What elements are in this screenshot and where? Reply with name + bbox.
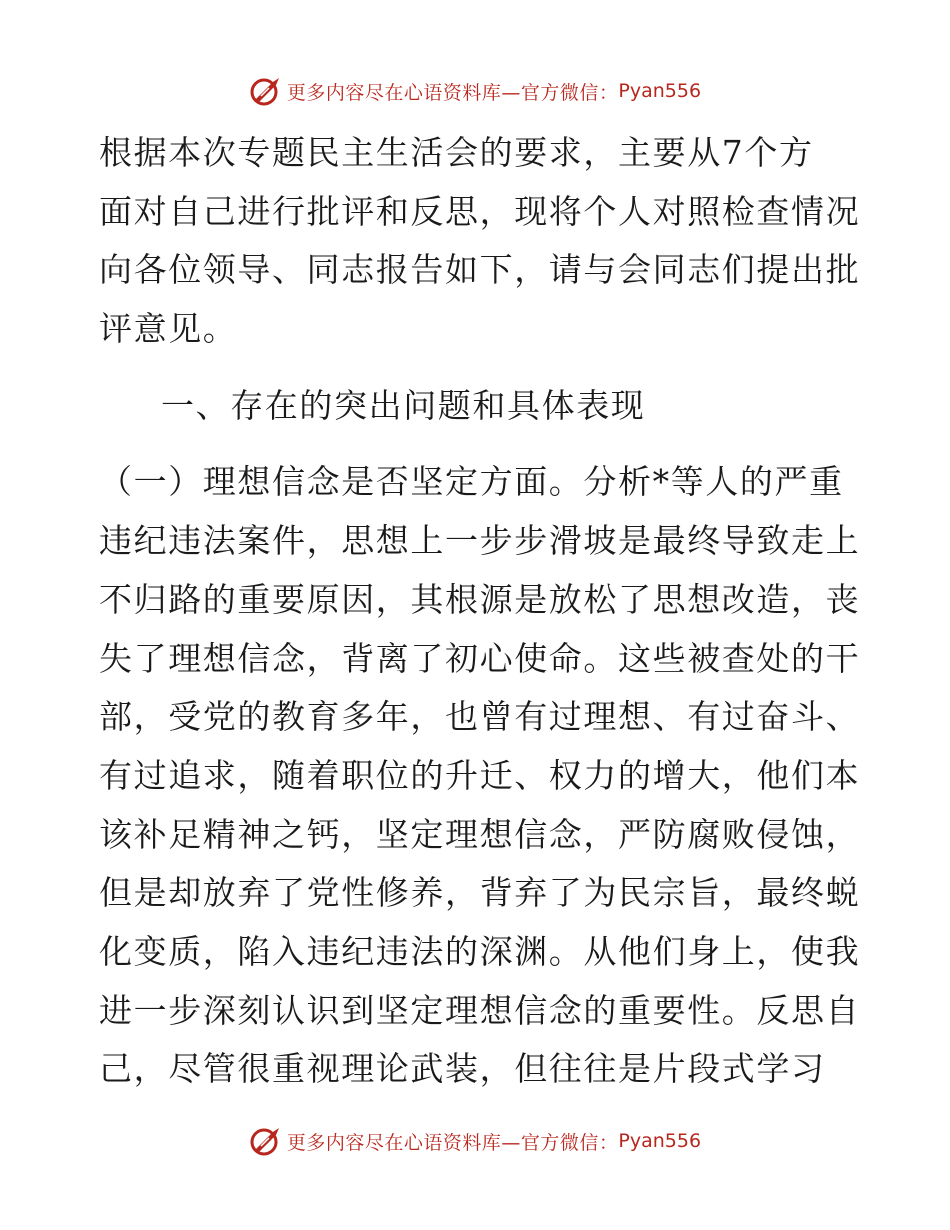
watermark-account: Pyan556 [618, 80, 702, 102]
body-line: 己，尽管很重视理论武装，但往往是片段式学习 [99, 1049, 826, 1089]
body-line: （一）理想信念是否坚定方面。分析*等人的严重 [99, 462, 844, 502]
watermark-account: Pyan556 [618, 1130, 702, 1152]
body-line: 进一步深刻认识到坚定理想信念的重要性。反思自 [99, 990, 861, 1030]
intro-line: 评意见。 [99, 309, 238, 349]
intro-line: 向各位领导、同志报告如下，请与会同志们提出批 [99, 250, 861, 290]
paragraph-gap [99, 359, 851, 377]
body-line: 不归路的重要原因，其根源是放松了思想改造，丧 [99, 579, 861, 619]
body-line: 化变质，陷入违纪违法的深渊。从他们身上，使我 [99, 931, 861, 971]
watermark-text: 更多内容尽在心语资料库—官方微信： [286, 81, 619, 104]
watermark-text: 更多内容尽在心语资料库—官方微信： [286, 1131, 619, 1154]
intro-line: 面对自己进行批评和反思，现将个人对照检查情况 [99, 191, 861, 231]
quill-pen-logo-icon [249, 74, 283, 108]
intro-line: 根据本次专题民主生活会的要求，主要从7个方 [99, 133, 814, 172]
section-heading: 一、存在的突出问题和具体表现 [161, 385, 646, 425]
body-line: 但是却放弃了党性修养，背弃了为民宗旨，最终蜕 [99, 873, 861, 913]
body-line: 该补足精神之钙，坚定理想信念，严防腐败侵蚀， [99, 814, 861, 854]
body-line: 部，受党的教育多年，也曾有过理想、有过奋斗、 [99, 697, 861, 737]
header-watermark [0, 71, 950, 111]
footer-watermark [0, 1121, 950, 1161]
quill-pen-logo-icon [249, 1124, 283, 1158]
body-line: 失了理想信念，背离了初心使命。这些被查处的干 [99, 638, 861, 678]
body-line: 有过追求，随着职位的升迁、权力的增大，他们本 [99, 755, 861, 795]
paragraph-gap [99, 435, 851, 453]
body-line: 违纪违法案件，思想上一步步滑坡是最终导致走上 [99, 521, 861, 561]
document-body [99, 124, 861, 1099]
